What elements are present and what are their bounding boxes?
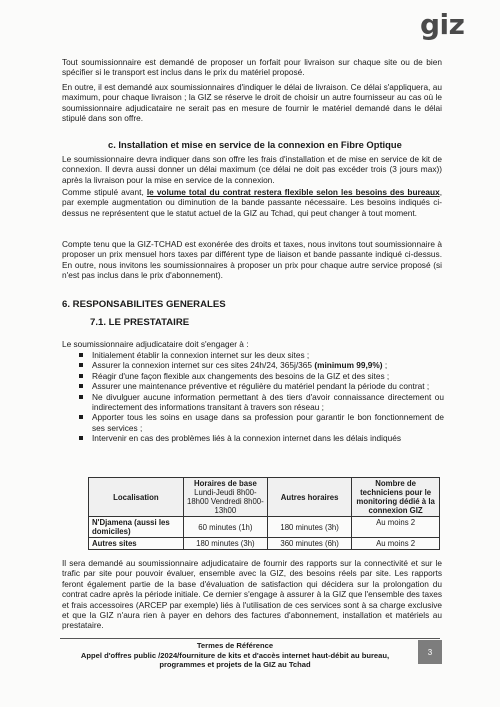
- list-item: [78, 350, 444, 360]
- list-item-text: Réagir d'une façon flexible aux changements des besoins de la GIZ et des sites ;: [92, 370, 390, 381]
- text-flex-pre: Comme stipulé avant,: [62, 187, 147, 197]
- table-row: [89, 517, 440, 538]
- list-item-text: Initialement établir la connexion internet sur les deux sites ;: [92, 350, 310, 360]
- table-cell-base: 60 minutes (1h): [183, 517, 267, 538]
- list-item: [78, 392, 444, 413]
- paragraph-commitments-intro: Le soumissionnaire adjudicataire doit s'engager à :: [62, 339, 249, 349]
- section-c-heading: c. Installation et mise en service de la connexion en Fibre Optique: [108, 139, 402, 150]
- table-header-row: [89, 478, 440, 517]
- section-7-1-heading: 7.1. LE PRESTATAIRE: [90, 317, 190, 328]
- list-item: [78, 381, 444, 391]
- table-header-base-hours-detail: Lundi-Jeudi 8h00-18h00 Vendredi 8h00-13h00: [187, 488, 264, 515]
- table-cell-tech: Au moins 2: [352, 538, 440, 550]
- text-flex-post: , par exemple augmentation ou diminution de la bande passante nécessaire. Les besoins indiqués ci-dessus ne représentent que le statut actuel de la GIZ au Tchad, qui peut changer à tout moment.: [62, 187, 442, 218]
- list-item: [78, 371, 444, 381]
- table-header-base-hours-label: Horaires de base: [193, 479, 257, 488]
- list-item-text: Ne divulguer aucune information permettant à des tiers d'avoir connaissance directement ou indirectement des informations transitant à travers son réseau ;: [92, 391, 444, 413]
- text-flex-bold: le volume total du contrat restera flexible selon les besoins des bureaux: [146, 187, 440, 197]
- commitments-list: [78, 350, 444, 444]
- giz-logo: giz: [420, 8, 465, 41]
- table-cell-other: 180 minutes (3h): [268, 517, 352, 538]
- table-header-other-hours: Autres horaires: [268, 478, 352, 517]
- page-number: 3: [418, 640, 442, 664]
- response-time-table: [88, 477, 440, 550]
- list-item-text: Assurer la connexion internet sur ces sites 24h/24, 365j/365: [92, 360, 315, 371]
- paragraph-delivery-delay: En outre, il est demandé aux soumissionnaires d'indiquer le délai de livraison. Ce délai s'appliquera, au maximum, pour chaque livraison ; la GIZ se réserve le droit de choisir un autre fournisseur au cas où le soumissionnaire adjudicataire ne serait pas en mesure de fournir le matériel demandé dans le délai stipulé dans son offre.: [62, 82, 442, 124]
- paragraph-installation-fees: Le soumissionnaire devra indiquer dans son offre les frais d'installation et de mise en service de kit de connexion. Il devra aussi donner un délai maximum (ce délai ne doit pas excéder trois (3 jours max)) après la livraison pour la mise en service de la connexion.: [62, 154, 442, 185]
- list-item: [78, 412, 444, 433]
- table-cell-tech: Au moins 2: [352, 517, 440, 538]
- list-item-text: Assurer une maintenance préventive et régulière du matériel pendant la période du contrat ;: [92, 381, 430, 392]
- footer-title: Termes de Référence: [196, 641, 274, 650]
- paragraph-flexible-volume: [62, 187, 442, 218]
- table-header-technicians: Nombre de techniciens pour le monitoring dédié à la connexion GIZ: [352, 478, 440, 517]
- table-row: [89, 538, 440, 550]
- section-6-heading: 6. RESPONSABILITES GENERALES: [62, 299, 226, 310]
- list-item-text-post: ;: [382, 360, 388, 371]
- footer-line-3: programmes et projets de la GIZ au Tchad: [159, 660, 311, 670]
- page-footer: [60, 641, 410, 670]
- paragraph-delivery-flat-rate: Tout soumissionnaire est demandé de proposer un forfait pour livraison sur chaque site ou de bien spécifier si le transport est inclus dans le prix du matériel proposé.: [62, 57, 442, 78]
- list-item-text: Apporter tous les soins en usage dans sa profession pour garantir le bon fonctionnement de ses services ;: [92, 412, 444, 433]
- table-cell-localisation: Autres sites: [89, 538, 184, 550]
- list-item-text: Intervenir en cas des problèmes liés à la connexion internet dans les délais indiqués: [92, 433, 402, 444]
- table-cell-other: 360 minutes (6h): [268, 538, 352, 550]
- table-header-localisation: Localisation: [89, 478, 184, 517]
- list-item: [78, 433, 444, 443]
- paragraph-tax-exemption: Compte tenu que la GIZ-TCHAD est exonérée des droits et taxes, nous invitons tout soumissionnaire à proposer un prix mensuel hors taxes par différent type de liaison et bande passante indiqué ci-dessus. En outre, nous invitons les soumissionnaires à proposer un prix pour chaque autre service proposé (si n'est pas inclus dans le prix d'abonnement).: [62, 239, 442, 281]
- footer-divider: [60, 638, 440, 639]
- footer-line-2: Appel d'offres public /2024/fourniture de kits et d'accès internet haut-débit au bureau,: [80, 650, 390, 660]
- table-header-base-hours: [183, 478, 267, 517]
- list-item-bold: (minimum 99,9%): [314, 360, 383, 371]
- table-cell-localisation: N'Djamena (aussi les domiciles): [89, 517, 184, 538]
- paragraph-reporting: Il sera demandé au soumissionnaire adjudicataire de fournir des rapports sur la connectivité et sur le trafic par site pour pouvoir évaluer, ensemble avec la GIZ, des besoins réels par site. Les rapports feront également partie de la base d'évaluation de satisfaction qui décidera sur la prolongation du contrat cadre après la période initiale. Ce dernier s'engage à assurer à la GIZ que l'ensemble des taxes et frais accessoires (ARCEP par exemple) liés à l'utilisation de ces services sont à sa charge exclusive et que la GIZ n'aura rien à payer en dehors des factures d'abonnement, installation et matériels au prestataire.: [62, 558, 442, 631]
- list-item: [78, 360, 444, 370]
- table-cell-base: 180 minutes (3h): [183, 538, 267, 550]
